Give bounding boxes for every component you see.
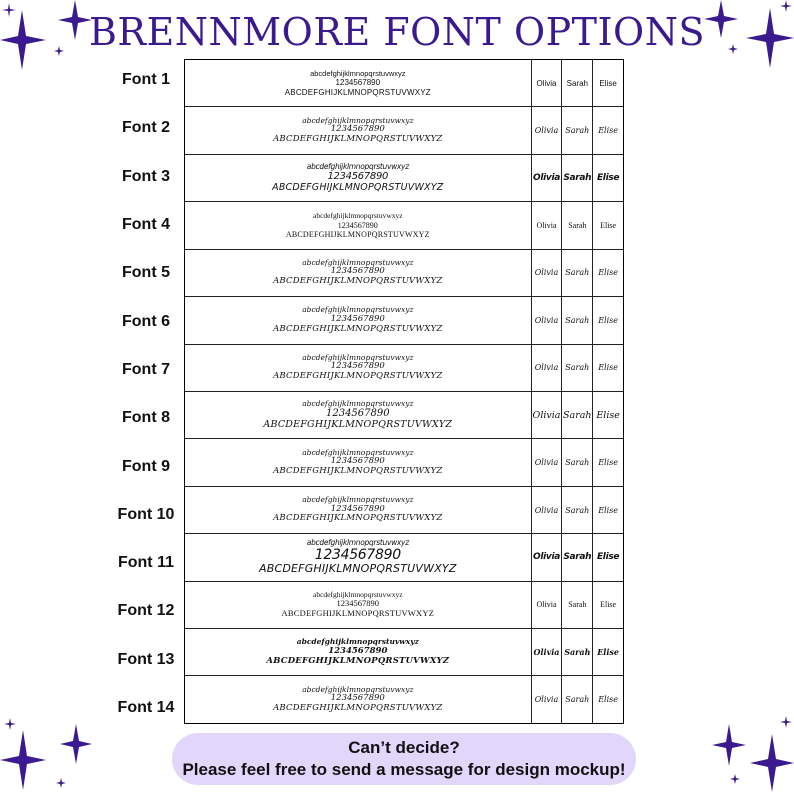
sample-lowercase: abcdefghijklmnopqrstuvwxyz xyxy=(302,305,414,315)
font-sample xyxy=(185,250,532,296)
name-sample: Olivia xyxy=(532,392,563,438)
font-sample xyxy=(185,107,532,153)
sparkle-icon xyxy=(780,716,792,728)
font-label: Font 3 xyxy=(122,167,170,185)
font-label: Font 8 xyxy=(122,409,170,427)
sparkle-icon xyxy=(750,734,794,792)
sample-uppercase: ABCDEFGHIJKLMNOPQRSTUVWXYZ xyxy=(273,513,443,524)
name-sample: Olivia xyxy=(532,202,563,248)
font-row xyxy=(185,582,623,629)
name-sample: Olivia xyxy=(532,297,563,343)
name-sample: Elise xyxy=(599,78,617,88)
contact-banner xyxy=(172,733,636,785)
font-label: Font 10 xyxy=(117,505,175,523)
name-sample: Sarah xyxy=(562,250,593,296)
name-sample: Elise xyxy=(596,552,620,563)
font-sample xyxy=(185,439,532,485)
font-sample xyxy=(185,345,532,391)
font-sample xyxy=(185,534,532,580)
font-sample xyxy=(185,676,532,722)
font-row xyxy=(185,392,623,439)
font-row xyxy=(185,534,623,581)
sample-numbers: 1234567890 xyxy=(325,408,390,420)
sparkle-icon xyxy=(56,778,66,788)
sample-uppercase: ABCDEFGHIJKLMNOPQRSTUVWXYZ xyxy=(273,703,443,713)
sample-lowercase: abcdefghijklmnopqrstuvwxyz xyxy=(306,537,409,547)
name-sample: Elise xyxy=(598,315,618,325)
sparkle-icon xyxy=(704,0,738,38)
font-label: Font 11 xyxy=(117,554,174,572)
sample-numbers: 1234567890 xyxy=(330,313,385,324)
font-sample xyxy=(185,202,532,248)
sample-lowercase: abcdefghijklmnopqrstuvwxyz xyxy=(302,684,414,694)
name-sample: Elise xyxy=(596,173,620,184)
name-sample: Sarah xyxy=(562,297,593,343)
name-sample: Elise xyxy=(598,268,618,278)
sample-lowercase: abcdefghijklmnopqrstuvwxyz xyxy=(313,210,403,220)
font-row xyxy=(185,439,623,486)
banner-message: Please feel free to send a message for design mockup! xyxy=(182,760,626,779)
name-sample: Olivia xyxy=(532,629,563,675)
name-sample: Sarah xyxy=(562,107,593,153)
name-sample: Olivia xyxy=(532,582,563,628)
sparkle-icon xyxy=(60,724,92,764)
banner-heading: Can’t decide? xyxy=(348,738,460,757)
sample-lowercase: abcdefghijklmnopqrstuvwxyz xyxy=(310,68,406,78)
name-sample: Elise xyxy=(600,600,617,610)
font-options-table xyxy=(184,59,624,724)
font-row xyxy=(185,487,623,534)
sample-numbers: 1234567890 xyxy=(330,503,385,514)
font-row xyxy=(185,345,623,392)
font-row xyxy=(185,250,623,297)
name-sample: Sarah xyxy=(562,439,593,485)
font-row xyxy=(185,202,623,249)
font-row xyxy=(185,107,623,154)
font-label-column xyxy=(108,56,184,732)
font-label: Font 6 xyxy=(122,312,170,330)
sparkle-icon xyxy=(4,718,16,730)
sample-numbers: 1234567890 xyxy=(336,598,380,609)
name-sample: Elise xyxy=(600,220,617,230)
name-sample: Olivia xyxy=(532,487,563,533)
name-sample: Elise xyxy=(598,505,618,515)
font-label: Font 4 xyxy=(122,216,170,234)
sparkle-icon xyxy=(712,724,746,766)
name-sample: Sarah xyxy=(562,155,593,201)
name-sample: Elise xyxy=(598,126,618,136)
sparkle-icon xyxy=(728,44,738,54)
font-row xyxy=(185,297,623,344)
sample-lowercase: abcdefghijklmnopqrstuvwxyz xyxy=(302,115,414,125)
sample-numbers: 1234567890 xyxy=(337,220,378,230)
name-sample: Sarah xyxy=(562,534,593,580)
font-label: Font 1 xyxy=(122,71,170,89)
font-sample xyxy=(185,392,532,438)
font-sample xyxy=(185,60,532,106)
name-sample: Elise xyxy=(597,647,619,658)
sample-uppercase: ABCDEFGHIJKLMNOPQRSTUVWXYZ xyxy=(284,87,431,97)
sparkle-icon xyxy=(0,10,48,70)
sample-uppercase: ABCDEFGHIJKLMNOPQRSTUVWXYZ xyxy=(273,133,443,144)
font-sample xyxy=(185,582,532,628)
name-sample: Olivia xyxy=(532,60,563,106)
font-row xyxy=(185,676,623,722)
sparkle-icon xyxy=(58,0,92,40)
name-sample: Elise xyxy=(598,363,618,373)
name-sample: Sarah xyxy=(562,676,593,722)
sparkle-icon xyxy=(2,3,16,17)
sparkle-icon xyxy=(746,8,794,68)
sample-uppercase: ABCDEFGHIJKLMNOPQRSTUVWXYZ xyxy=(272,181,444,193)
sample-lowercase: abcdefghijklmnopqrstuvwxyz xyxy=(302,447,414,457)
sparkle-icon xyxy=(780,0,792,12)
sparkle-icon xyxy=(54,46,64,56)
name-sample: Elise xyxy=(598,458,618,468)
sample-lowercase: abcdefghijklmnopqrstuvwxyz xyxy=(302,257,414,267)
sample-uppercase: ABCDEFGHIJKLMNOPQRSTUVWXYZ xyxy=(273,371,443,382)
sample-uppercase: ABCDEFGHIJKLMNOPQRSTUVWXYZ xyxy=(263,418,453,430)
font-label: Font 7 xyxy=(122,360,170,378)
name-sample: Olivia xyxy=(532,155,563,201)
name-sample: Olivia xyxy=(532,534,563,580)
name-sample: Sarah xyxy=(562,392,593,438)
name-sample: Olivia xyxy=(532,676,563,722)
sample-numbers: 1234567890 xyxy=(335,78,381,88)
font-sample xyxy=(185,297,532,343)
sample-numbers: 1234567890 xyxy=(330,266,385,277)
font-row xyxy=(185,60,623,107)
sample-lowercase: abcdefghijklmnopqrstuvwxyz xyxy=(313,589,403,599)
sample-numbers: 1234567890 xyxy=(330,693,385,704)
sparkle-icon xyxy=(730,774,740,784)
sample-lowercase: abcdefghijklmnopqrstuvwxyz xyxy=(296,637,419,647)
name-sample: Sarah xyxy=(562,582,593,628)
sample-numbers: 1234567890 xyxy=(330,361,385,372)
name-sample: Elise xyxy=(596,409,620,421)
name-sample: Olivia xyxy=(532,439,563,485)
name-sample: Sarah xyxy=(562,60,593,106)
sample-lowercase: abcdefghijklmnopqrstuvwxyz xyxy=(302,352,414,362)
sample-numbers: 1234567890 xyxy=(314,547,401,564)
name-sample: Olivia xyxy=(532,107,563,153)
page-title: BRENNMORE FONT OPTIONS xyxy=(89,10,705,54)
name-sample: Elise xyxy=(598,695,618,705)
font-label: Font 13 xyxy=(117,650,175,668)
font-sample xyxy=(185,629,532,675)
sample-lowercase: abcdefghijklmnopqrstuvwxyz xyxy=(302,398,414,408)
font-row xyxy=(185,629,623,676)
font-label: Font 12 xyxy=(117,602,175,620)
font-label: Font 5 xyxy=(122,264,170,282)
sparkle-icon xyxy=(0,730,46,790)
sample-uppercase: ABCDEFGHIJKLMNOPQRSTUVWXYZ xyxy=(281,608,435,619)
name-sample: Sarah xyxy=(562,345,593,391)
sample-numbers: 1234567890 xyxy=(330,124,385,135)
font-label: Font 2 xyxy=(122,119,170,137)
font-label: Font 9 xyxy=(122,457,170,475)
sample-numbers: 1234567890 xyxy=(327,171,389,183)
name-sample: Sarah xyxy=(562,202,593,248)
name-sample: Olivia xyxy=(532,250,563,296)
font-sample xyxy=(185,155,532,201)
sample-uppercase: ABCDEFGHIJKLMNOPQRSTUVWXYZ xyxy=(273,276,443,287)
name-sample: Sarah xyxy=(562,629,593,675)
font-sample xyxy=(185,487,532,533)
sample-lowercase: abcdefghijklmnopqrstuvwxyz xyxy=(302,494,414,504)
sample-numbers: 1234567890 xyxy=(330,456,385,467)
sample-numbers: 1234567890 xyxy=(328,645,388,656)
font-row xyxy=(185,155,623,202)
sample-uppercase: ABCDEFGHIJKLMNOPQRSTUVWXYZ xyxy=(285,229,430,239)
sample-uppercase: ABCDEFGHIJKLMNOPQRSTUVWXYZ xyxy=(273,465,443,476)
name-sample: Olivia xyxy=(532,345,563,391)
sample-uppercase: ABCDEFGHIJKLMNOPQRSTUVWXYZ xyxy=(259,562,457,576)
name-sample: Sarah xyxy=(562,487,593,533)
sample-uppercase: ABCDEFGHIJKLMNOPQRSTUVWXYZ xyxy=(273,323,443,334)
sample-lowercase: abcdefghijklmnopqrstuvwxyz xyxy=(306,161,409,171)
font-label: Font 14 xyxy=(117,699,175,716)
sample-uppercase: ABCDEFGHIJKLMNOPQRSTUVWXYZ xyxy=(266,655,450,666)
